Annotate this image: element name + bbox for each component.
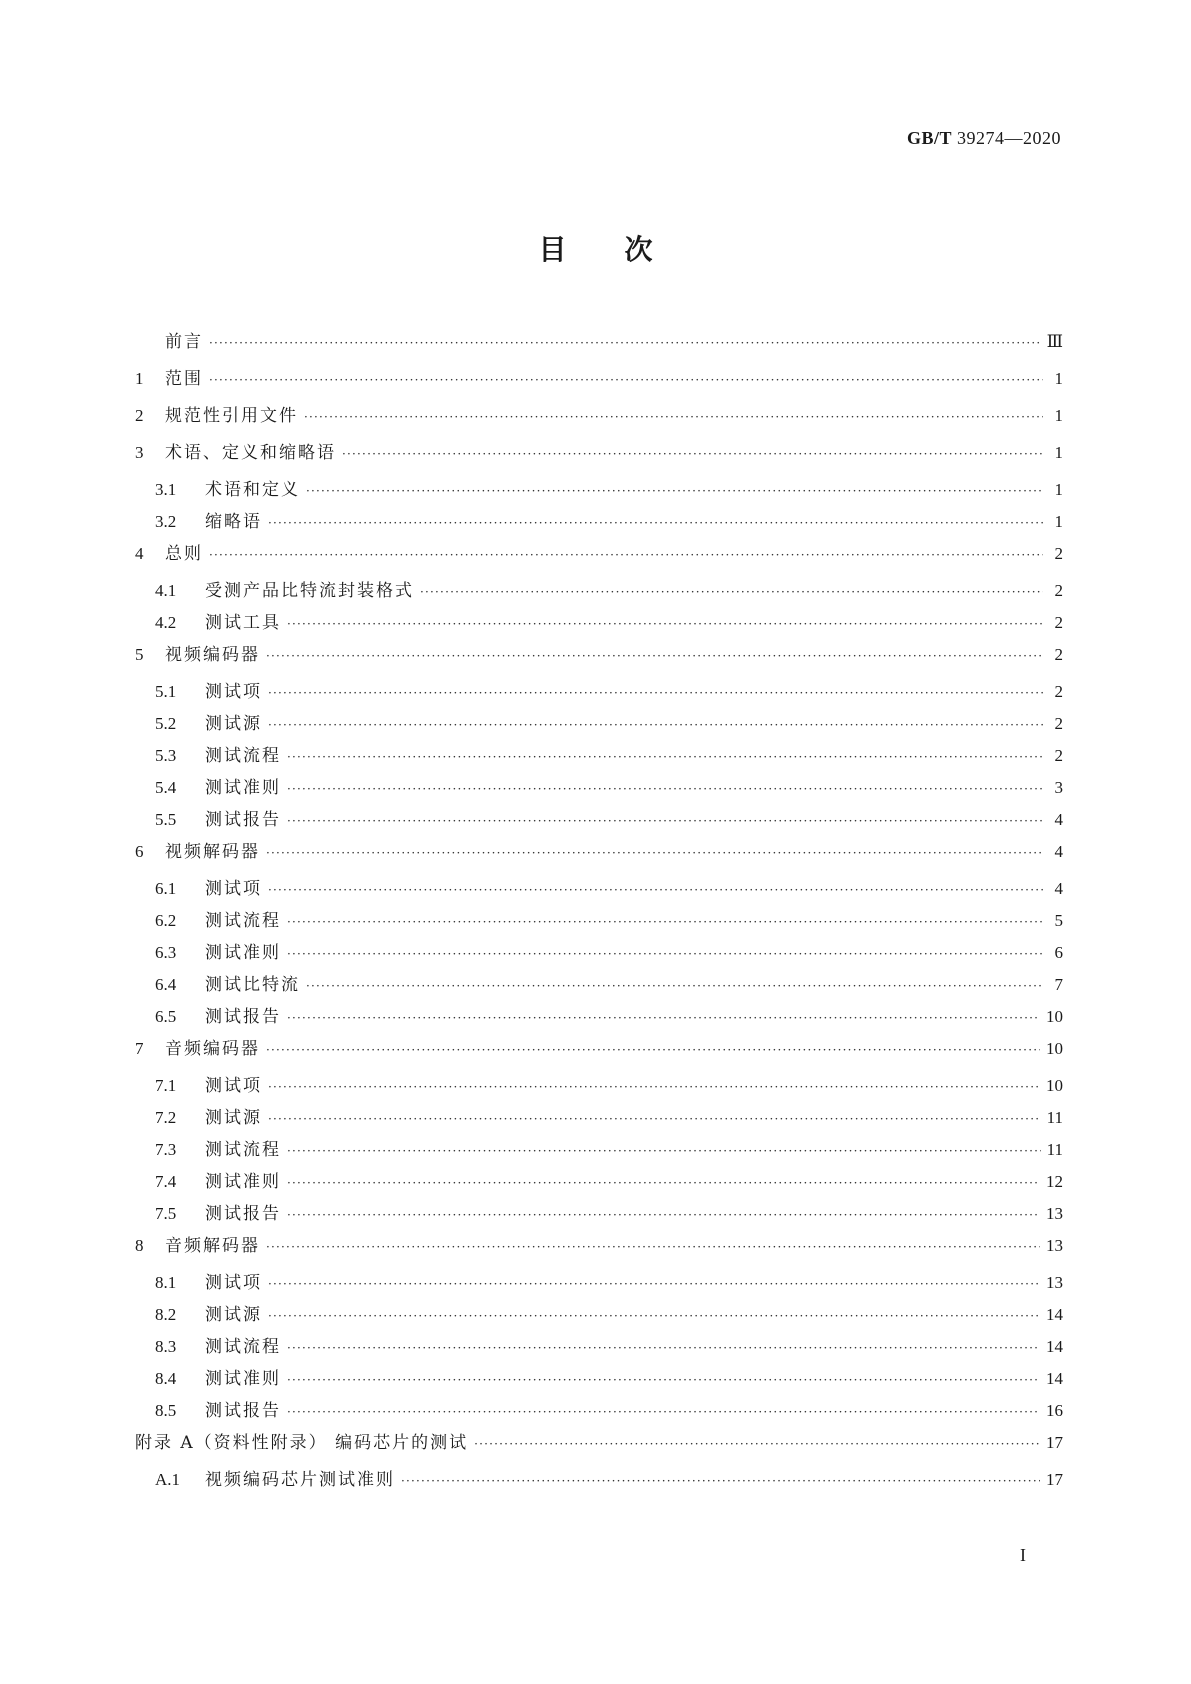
toc-entry-page: 2 <box>1054 581 1063 600</box>
toc-entry-label: 测试准则 <box>205 943 281 963</box>
toc-entry-label: 总则 <box>165 544 203 564</box>
dot-leader <box>287 1402 1040 1422</box>
toc-entry-number: 8.3 <box>155 1337 177 1356</box>
toc-entry-page: 11 <box>1046 1108 1063 1127</box>
toc-entry-page: 17 <box>1046 1470 1063 1489</box>
toc-entry[interactable] <box>135 1172 1063 1204</box>
toc-entry-number: 5 <box>135 645 144 664</box>
toc-entry-number: 8.5 <box>155 1401 177 1420</box>
toc-entry-page: 16 <box>1046 1401 1063 1420</box>
toc-entry-page: 13 <box>1046 1204 1063 1223</box>
toc-entry-number: A.1 <box>155 1470 181 1489</box>
dot-leader <box>268 683 1043 703</box>
dot-leader <box>266 843 1043 863</box>
toc-entry-number: 8 <box>135 1236 144 1255</box>
toc-entry-page: 14 <box>1046 1305 1063 1324</box>
toc-entry-label: 测试流程 <box>205 1337 281 1357</box>
toc-entry[interactable] <box>135 778 1063 810</box>
toc-entry-label: 测试流程 <box>205 746 281 766</box>
toc-entry-page: 14 <box>1046 1337 1063 1356</box>
dot-leader <box>287 779 1043 799</box>
toc-entry-page: Ⅲ <box>1046 332 1063 351</box>
toc-entry[interactable] <box>135 1108 1063 1140</box>
toc-entry-label: 受测产品比特流封装格式 <box>205 581 414 601</box>
toc-entry[interactable] <box>135 879 1063 911</box>
toc-entry-label: 测试项 <box>205 1273 262 1293</box>
dot-leader <box>268 715 1043 735</box>
toc-entry-number: 3.1 <box>155 480 177 499</box>
toc-entry-number: 4 <box>135 544 144 563</box>
toc-entry-page: 1 <box>1054 480 1063 499</box>
dot-leader <box>306 481 1043 501</box>
toc-entry[interactable] <box>135 645 1063 682</box>
toc-entry-number: 6.1 <box>155 879 177 898</box>
toc-entry-label: 测试流程 <box>205 911 281 931</box>
toc-entry[interactable] <box>135 810 1063 842</box>
toc-entry-label: 测试源 <box>205 1305 262 1325</box>
toc-entry[interactable] <box>135 332 1063 369</box>
dot-leader <box>306 976 1043 996</box>
toc-entry-label: 测试准则 <box>205 1172 281 1192</box>
toc-entry-label: 测试项 <box>205 1076 262 1096</box>
toc-entry-page: 13 <box>1046 1236 1063 1255</box>
toc-entry-label: 测试报告 <box>205 1401 281 1421</box>
toc-entry[interactable] <box>135 613 1063 645</box>
toc-entry-page: 13 <box>1046 1273 1063 1292</box>
toc-entry[interactable] <box>135 1007 1063 1039</box>
page-title: 目次 <box>538 233 711 266</box>
toc-entry[interactable] <box>135 443 1063 480</box>
toc-entry[interactable] <box>135 682 1063 714</box>
toc-entry-number: 5.1 <box>155 682 177 701</box>
toc-entry-label: 测试项 <box>205 682 262 702</box>
toc-entry-number: 7 <box>135 1039 144 1058</box>
toc-entry-label: 测试报告 <box>205 1007 281 1027</box>
toc-entry[interactable] <box>135 1401 1063 1433</box>
toc-entry-label: 视频解码器 <box>165 842 260 862</box>
toc-entry-number: 7.1 <box>155 1076 177 1095</box>
toc-entry-label: 测试比特流 <box>205 975 300 995</box>
toc-entry-label: 术语和定义 <box>205 480 300 500</box>
table-of-contents <box>135 332 1063 1502</box>
toc-entry-page: 7 <box>1054 975 1063 994</box>
toc-entry-number: 7.5 <box>155 1204 177 1223</box>
standard-prefix: GB/T <box>906 128 952 148</box>
dot-leader <box>268 513 1043 533</box>
toc-entry-number: 8.2 <box>155 1305 177 1324</box>
toc-entry-label: 测试源 <box>205 714 262 734</box>
toc-entry[interactable] <box>135 1140 1063 1172</box>
dot-leader <box>268 880 1043 900</box>
toc-entry-page: 12 <box>1046 1172 1063 1191</box>
toc-entry-number: 3.2 <box>155 512 177 531</box>
toc-entry[interactable] <box>135 480 1063 512</box>
toc-entry-page: 2 <box>1054 682 1063 701</box>
dot-leader <box>268 1109 1041 1129</box>
toc-entry-page: 2 <box>1054 714 1063 733</box>
toc-entry-label: 测试报告 <box>205 810 281 830</box>
dot-leader <box>209 333 1041 353</box>
toc-entry-page: 2 <box>1054 544 1063 563</box>
dot-leader <box>304 407 1043 427</box>
toc-entry[interactable] <box>135 1305 1063 1337</box>
toc-entry-number: 7.3 <box>155 1140 177 1159</box>
toc-entry-page: 1 <box>1054 369 1063 388</box>
toc-entry-page: 2 <box>1054 746 1063 765</box>
dot-leader <box>287 1173 1040 1193</box>
toc-entry[interactable] <box>135 1369 1063 1401</box>
toc-entry[interactable] <box>135 581 1063 613</box>
toc-entry-page: 3 <box>1054 778 1063 797</box>
dot-leader <box>209 545 1043 565</box>
toc-entry-number: 3 <box>135 443 144 462</box>
dot-leader <box>268 1077 1040 1097</box>
toc-entry-number: 7.4 <box>155 1172 177 1191</box>
toc-entry[interactable] <box>135 975 1063 1007</box>
dot-leader <box>287 912 1043 932</box>
toc-entry[interactable] <box>135 512 1063 544</box>
toc-entry-page: 1 <box>1054 443 1063 462</box>
toc-entry-number: 5.2 <box>155 714 177 733</box>
dot-leader <box>287 1370 1040 1390</box>
toc-entry-page: 1 <box>1054 406 1063 425</box>
dot-leader <box>287 1008 1040 1028</box>
toc-entry-number: 8.4 <box>155 1369 177 1388</box>
toc-entry-page: 17 <box>1046 1433 1063 1452</box>
toc-entry[interactable] <box>135 842 1063 879</box>
toc-entry-number: 6 <box>135 842 144 861</box>
toc-entry-label: 测试工具 <box>205 613 281 633</box>
toc-entry-label: 音频解码器 <box>165 1236 260 1256</box>
toc-entry[interactable] <box>135 943 1063 975</box>
toc-entry[interactable] <box>135 1337 1063 1369</box>
toc-entry-page: 4 <box>1054 842 1063 861</box>
toc-entry-number: 6.4 <box>155 975 177 994</box>
toc-entry-number: 6.3 <box>155 943 177 962</box>
toc-entry-number: 8.1 <box>155 1273 177 1292</box>
toc-entry[interactable] <box>135 746 1063 778</box>
toc-entry-label: 测试报告 <box>205 1204 281 1224</box>
dot-leader <box>420 582 1043 602</box>
toc-entry-number: 7.2 <box>155 1108 177 1127</box>
toc-entry[interactable] <box>135 1236 1063 1273</box>
toc-entry-label: 附录 A（资料性附录） 编码芯片的测试 <box>135 1433 469 1453</box>
standard-number: 39274—2020 <box>957 128 1061 148</box>
toc-entry[interactable] <box>135 1204 1063 1236</box>
dot-leader <box>474 1434 1040 1454</box>
toc-entry-number: 6.5 <box>155 1007 177 1026</box>
dot-leader <box>287 811 1043 831</box>
toc-entry-page: 2 <box>1054 645 1063 664</box>
dot-leader <box>401 1471 1040 1491</box>
toc-entry-label: 视频编码芯片测试准则 <box>205 1470 395 1490</box>
toc-entry-number: 5.3 <box>155 746 177 765</box>
toc-entry-number: 4.1 <box>155 581 177 600</box>
toc-entry-number: 5.4 <box>155 778 177 797</box>
toc-entry-label: 测试准则 <box>205 778 281 798</box>
toc-entry-page: 6 <box>1054 943 1063 962</box>
toc-entry-label: 测试源 <box>205 1108 262 1128</box>
dot-leader <box>342 444 1043 464</box>
toc-entry-label: 术语、定义和缩略语 <box>165 443 336 463</box>
dot-leader <box>287 1205 1040 1225</box>
toc-entry[interactable] <box>135 406 1063 443</box>
toc-entry-number: 5.5 <box>155 810 177 829</box>
dot-leader <box>287 614 1043 634</box>
toc-entry[interactable] <box>135 1273 1063 1305</box>
dot-leader <box>287 1141 1041 1161</box>
toc-entry-label: 测试准则 <box>205 1369 281 1389</box>
dot-leader <box>287 1338 1040 1358</box>
toc-entry-label: 测试项 <box>205 879 262 899</box>
toc-entry[interactable] <box>135 544 1063 581</box>
toc-entry-page: 5 <box>1054 911 1063 930</box>
toc-entry-label: 测试流程 <box>205 1140 281 1160</box>
toc-entry-number: 2 <box>135 406 144 425</box>
dot-leader <box>266 1237 1040 1257</box>
toc-entry-number: 4.2 <box>155 613 177 632</box>
dot-leader <box>268 1274 1040 1294</box>
toc-entry-page: 10 <box>1046 1007 1063 1026</box>
page-number: I <box>1020 1545 1026 1565</box>
dot-leader <box>209 370 1043 390</box>
toc-entry[interactable] <box>135 714 1063 746</box>
toc-entry-label: 规范性引用文件 <box>165 406 298 426</box>
toc-entry-page: 10 <box>1046 1039 1063 1058</box>
toc-entry-label: 前言 <box>165 332 203 352</box>
toc-entry-page: 11 <box>1046 1140 1063 1159</box>
toc-entry[interactable] <box>135 1039 1063 1076</box>
toc-entry-number: 1 <box>135 369 144 388</box>
toc-entry-label: 范围 <box>165 369 203 389</box>
toc-entry-label: 音频编码器 <box>165 1039 260 1059</box>
toc-entry[interactable] <box>135 369 1063 406</box>
toc-entry-annex[interactable] <box>135 1433 1063 1470</box>
toc-entry-number: 6.2 <box>155 911 177 930</box>
toc-entry-page: 10 <box>1046 1076 1063 1095</box>
toc-entry-page: 2 <box>1054 613 1063 632</box>
dot-leader <box>266 646 1043 666</box>
toc-entry-page: 14 <box>1046 1369 1063 1388</box>
toc-entry-page: 4 <box>1054 810 1063 829</box>
dot-leader <box>266 1040 1040 1060</box>
toc-entry-label: 视频编码器 <box>165 645 260 665</box>
toc-entry[interactable] <box>135 1470 1063 1502</box>
toc-entry-page: 1 <box>1054 512 1063 531</box>
dot-leader <box>287 944 1043 964</box>
toc-entry-page: 4 <box>1054 879 1063 898</box>
standard-code <box>907 128 1061 149</box>
toc-entry-label: 缩略语 <box>205 512 262 532</box>
dot-leader <box>268 1306 1040 1326</box>
toc-entry[interactable] <box>135 1076 1063 1108</box>
toc-entry[interactable] <box>135 911 1063 943</box>
dot-leader <box>287 747 1043 767</box>
